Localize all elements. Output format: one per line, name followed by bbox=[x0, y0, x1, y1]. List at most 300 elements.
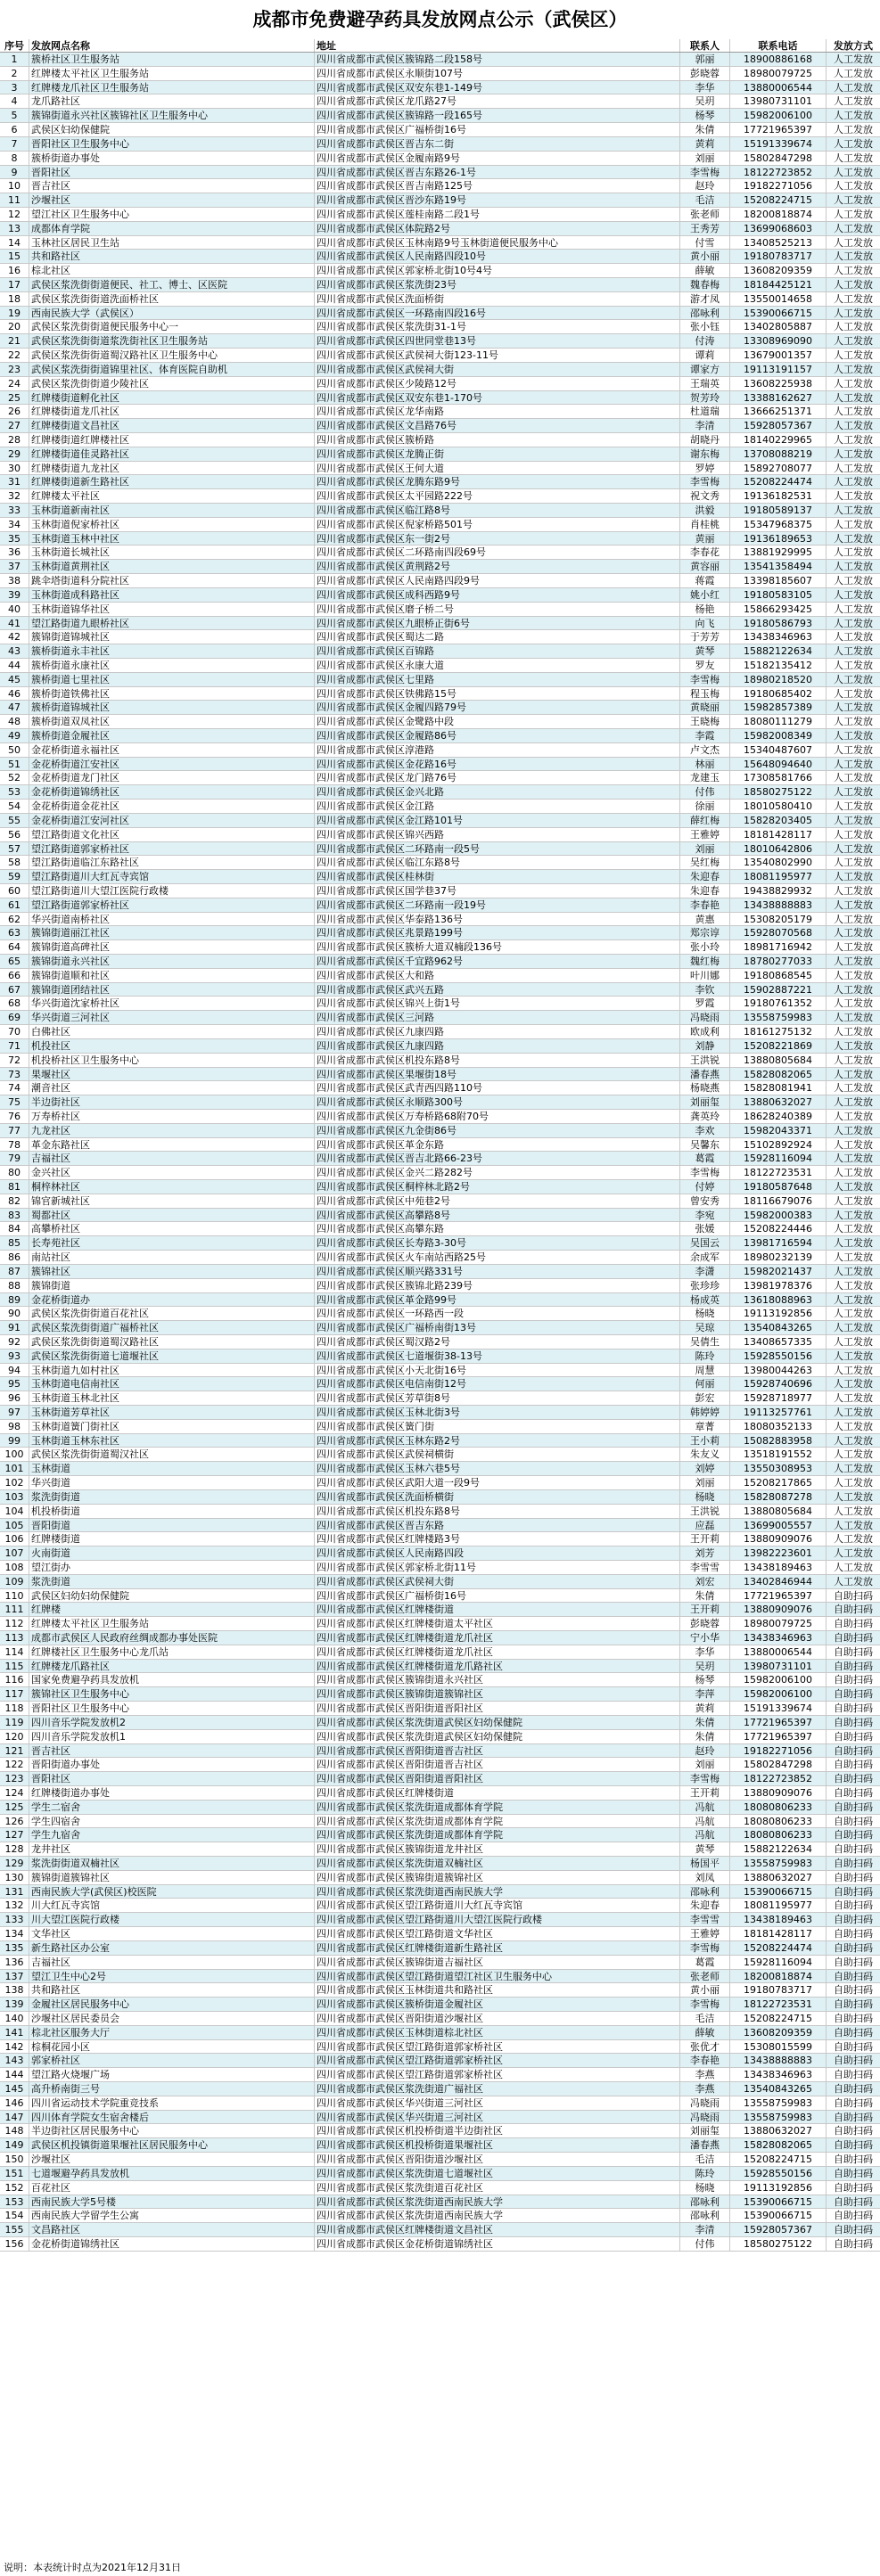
cell-phone: 15191339674 bbox=[730, 137, 827, 151]
cell-method: 自助扫码 bbox=[834, 1730, 873, 1743]
cell-index: 138 bbox=[0, 1983, 29, 1997]
cell-name: 望江街办 bbox=[29, 1561, 315, 1574]
cell-address: 四川省成都市武侯区机投东路8号 bbox=[315, 1054, 680, 1067]
cell-phone: 13679001357 bbox=[730, 349, 827, 362]
cell-name: 川大红瓦寺宾馆 bbox=[29, 1899, 315, 1912]
cell-index: 37 bbox=[0, 560, 29, 573]
cell-index: 3 bbox=[0, 81, 29, 94]
cell-index: 86 bbox=[0, 1251, 29, 1264]
cell-address: 四川省成都市武侯区红牌楼街道文昌社区 bbox=[315, 2223, 680, 2236]
table-row bbox=[0, 588, 880, 603]
table-row bbox=[0, 1462, 880, 1476]
cell-index: 147 bbox=[0, 2111, 29, 2124]
cell-method: 人工发放 bbox=[834, 1322, 873, 1334]
table-row bbox=[0, 729, 880, 743]
cell-index: 139 bbox=[0, 1998, 29, 2011]
cell-name: 金花桥街道金花社区 bbox=[29, 800, 315, 813]
cell-name: 武侯区浆洗街街道蜀汉路社区卫生服务中心 bbox=[29, 349, 315, 362]
cell-name: 簇桥街道锦城社区 bbox=[29, 701, 315, 714]
cell-method: 人工发放 bbox=[834, 969, 873, 981]
cell-contact: 李宛 bbox=[680, 1209, 730, 1222]
cell-index: 152 bbox=[0, 2181, 29, 2195]
cell-method: 人工发放 bbox=[834, 814, 873, 826]
cell-method: 自助扫码 bbox=[834, 1589, 873, 1602]
cell-contact: 李清 bbox=[680, 419, 730, 432]
cell-contact: 叶川娜 bbox=[680, 969, 730, 982]
table-row bbox=[0, 1236, 880, 1251]
cell-phone: 19136189653 bbox=[730, 532, 827, 546]
cell-name: 共和路社区 bbox=[29, 250, 315, 263]
cell-index: 63 bbox=[0, 926, 29, 939]
cell-index: 79 bbox=[0, 1152, 29, 1165]
table-row bbox=[0, 1406, 880, 1420]
cell-address: 四川省成都市武侯区武兴五路 bbox=[315, 983, 680, 997]
cell-address: 四川省成都市武侯区晋阳街道晋吉社区 bbox=[315, 1758, 680, 1771]
table-row bbox=[0, 687, 880, 701]
cell-address: 四川省成都市武侯区浆洗街道成都体育学院 bbox=[315, 1815, 680, 1828]
cell-contact: 王雅婷 bbox=[680, 828, 730, 841]
cell-method: 自助扫码 bbox=[834, 2154, 873, 2166]
table-row bbox=[0, 1871, 880, 1885]
cell-phone: 18080806233 bbox=[730, 1828, 827, 1842]
cell-index: 98 bbox=[0, 1420, 29, 1433]
cell-name: 金兴社区 bbox=[29, 1166, 315, 1179]
cell-address: 四川省成都市武侯区倪家桥路501号 bbox=[315, 518, 680, 531]
cell-name: 红牌楼龙爪社区卫生服务站 bbox=[29, 81, 315, 94]
table-row bbox=[0, 884, 880, 898]
table-row bbox=[0, 1828, 880, 1842]
cell-method: 人工发放 bbox=[834, 1392, 873, 1405]
cell-contact: 林丽 bbox=[680, 758, 730, 771]
cell-contact: 张媛 bbox=[680, 1222, 730, 1235]
cell-method: 人工发放 bbox=[834, 1477, 873, 1489]
cell-index: 97 bbox=[0, 1406, 29, 1419]
cell-index: 16 bbox=[0, 264, 29, 277]
cell-contact: 彭宏 bbox=[680, 1391, 730, 1405]
cell-method: 自助扫码 bbox=[834, 1645, 873, 1658]
cell-name: 红牌楼社区卫生服务中心龙爪站 bbox=[29, 1645, 315, 1659]
cell-address: 四川省成都市武侯区玉林北街3号 bbox=[315, 1406, 680, 1419]
cell-address: 四川省成都市武侯区锦兴上街1号 bbox=[315, 997, 680, 1010]
cell-phone: 15191339674 bbox=[730, 1702, 827, 1715]
table-row bbox=[0, 2181, 880, 2195]
cell-name: 沙堰社区居民委员会 bbox=[29, 2012, 315, 2025]
cell-name: 棕桐花园小区 bbox=[29, 2040, 315, 2054]
cell-phone: 13880632027 bbox=[730, 1871, 827, 1884]
cell-address: 四川省成都市武侯区七道堰街38-13号 bbox=[315, 1350, 680, 1363]
cell-name: 簇锦街道 bbox=[29, 1279, 315, 1292]
cell-name: 晋阳社区卫生服务中心 bbox=[29, 1702, 315, 1715]
cell-name: 红牌楼街道新生路社区 bbox=[29, 475, 315, 488]
cell-method: 人工发放 bbox=[834, 95, 873, 108]
cell-method: 人工发放 bbox=[834, 1533, 873, 1546]
cell-contact: 李清 bbox=[680, 2223, 730, 2236]
table-row bbox=[0, 1152, 880, 1166]
cell-index: 103 bbox=[0, 1490, 29, 1504]
table-row bbox=[0, 1434, 880, 1448]
cell-address: 四川省成都市武侯区金江路101号 bbox=[315, 814, 680, 827]
header-name: 发放网点名称 bbox=[29, 39, 315, 52]
table-row bbox=[0, 2167, 880, 2181]
cell-address: 四川省成都市武侯区晋吉东路26-1号 bbox=[315, 166, 680, 179]
cell-name: 望江路街道文化社区 bbox=[29, 828, 315, 841]
cell-phone: 18900886168 bbox=[730, 53, 827, 66]
cell-phone: 19113192856 bbox=[730, 1307, 827, 1320]
cell-address: 四川省成都市武侯区金履南路9号 bbox=[315, 152, 680, 165]
table-row bbox=[0, 2082, 880, 2096]
cell-contact: 张老师 bbox=[680, 1970, 730, 1983]
table-row bbox=[0, 603, 880, 617]
cell-method: 人工发放 bbox=[834, 617, 873, 629]
cell-method: 人工发放 bbox=[834, 1335, 873, 1348]
cell-method: 人工发放 bbox=[834, 1463, 873, 1475]
table-row bbox=[0, 475, 880, 489]
cell-method: 人工发放 bbox=[834, 137, 873, 150]
cell-name: 西南民族大学留学生公寓 bbox=[29, 2209, 315, 2222]
cell-method: 人工发放 bbox=[834, 1490, 873, 1503]
cell-contact: 宁小华 bbox=[680, 1631, 730, 1645]
cell-phone: 18980079725 bbox=[730, 1617, 827, 1630]
cell-phone: 15347968375 bbox=[730, 518, 827, 531]
table-row bbox=[0, 1025, 880, 1039]
cell-method: 人工发放 bbox=[834, 588, 873, 601]
cell-address: 四川省成都市武侯区九金街86号 bbox=[315, 1124, 680, 1137]
cell-name: 武侯区浆洗街街道浆洗街社区卫生服务站 bbox=[29, 334, 315, 348]
cell-phone: 13980731101 bbox=[730, 94, 827, 108]
cell-phone: 15208224715 bbox=[730, 2012, 827, 2025]
cell-name: 四川音乐学院发放机1 bbox=[29, 1730, 315, 1743]
table-row bbox=[0, 785, 880, 800]
cell-phone: 13981978376 bbox=[730, 1279, 827, 1292]
cell-method: 人工发放 bbox=[834, 1110, 873, 1122]
table-row bbox=[0, 363, 880, 377]
cell-address: 四川省成都市武侯区太平园路222号 bbox=[315, 489, 680, 503]
cell-contact: 黄容丽 bbox=[680, 560, 730, 573]
cell-name: 西南民族大学(武侯区)校医院 bbox=[29, 1885, 315, 1899]
table-row bbox=[0, 2237, 880, 2252]
cell-phone: 13880006544 bbox=[730, 1645, 827, 1659]
cell-method: 自助扫码 bbox=[834, 2083, 873, 2095]
cell-index: 96 bbox=[0, 1391, 29, 1405]
cell-phone: 15208217865 bbox=[730, 1476, 827, 1489]
cell-name: 文昌路社区 bbox=[29, 2223, 315, 2236]
cell-name: 果堰社区 bbox=[29, 1068, 315, 1081]
cell-name: 玉林街道倪家桥社区 bbox=[29, 518, 315, 531]
cell-method: 自助扫码 bbox=[834, 1744, 873, 1757]
cell-index: 115 bbox=[0, 1660, 29, 1673]
cell-contact: 陈玲 bbox=[680, 2167, 730, 2180]
table-row bbox=[0, 1941, 880, 1956]
cell-contact: 龚英玲 bbox=[680, 1110, 730, 1123]
cell-contact: 付伟 bbox=[680, 2237, 730, 2251]
cell-contact: 李雪雪 bbox=[680, 1561, 730, 1574]
cell-contact: 向飞 bbox=[680, 617, 730, 630]
cell-contact: 李霞 bbox=[680, 729, 730, 742]
table-row bbox=[0, 997, 880, 1011]
cell-method: 自助扫码 bbox=[834, 1885, 873, 1898]
cell-name: 金花桥街道锦绣社区 bbox=[29, 785, 315, 799]
cell-phone: 13880006544 bbox=[730, 81, 827, 94]
cell-name: 望江社区卫生服务中心 bbox=[29, 208, 315, 221]
cell-name: 火南街道 bbox=[29, 1546, 315, 1560]
table-note: 说明：本表统计时点为2021年12月31日 bbox=[4, 2562, 181, 2573]
cell-phone: 15982043371 bbox=[730, 1124, 827, 1137]
table-row bbox=[0, 617, 880, 631]
cell-method: 自助扫码 bbox=[834, 1660, 873, 1672]
cell-method: 人工发放 bbox=[834, 983, 873, 996]
cell-address: 四川省成都市武侯区临江路8号 bbox=[315, 504, 680, 517]
table-row bbox=[0, 1209, 880, 1223]
cell-contact: 刘凤 bbox=[680, 1871, 730, 1884]
cell-address: 四川省成都市武侯区浆洗街道百花社区 bbox=[315, 2181, 680, 2195]
cell-phone: 13518191552 bbox=[730, 1448, 827, 1461]
cell-address: 四川省成都市武侯区国学巷37号 bbox=[315, 884, 680, 898]
cell-phone: 19438829932 bbox=[730, 884, 827, 898]
table-row bbox=[0, 1138, 880, 1153]
cell-method: 自助扫码 bbox=[834, 1941, 873, 1954]
cell-name: 晋吉社区 bbox=[29, 1744, 315, 1758]
cell-name: 望江路街道郭家桥社区 bbox=[29, 842, 315, 856]
cell-address: 四川省成都市武侯区龙华南路 bbox=[315, 405, 680, 418]
cell-address: 四川省成都市武侯区二环路南一段5号 bbox=[315, 842, 680, 856]
cell-index: 122 bbox=[0, 1758, 29, 1771]
table-row bbox=[0, 1970, 880, 1984]
cell-contact: 李燕 bbox=[680, 2068, 730, 2081]
cell-name: 红牌楼街道文昌社区 bbox=[29, 419, 315, 432]
cell-method: 自助扫码 bbox=[834, 2096, 873, 2109]
cell-address: 四川省成都市武侯区浆洗街道成都体育学院 bbox=[315, 1801, 680, 1814]
cell-index: 82 bbox=[0, 1194, 29, 1208]
cell-contact: 彭晓蓉 bbox=[680, 67, 730, 80]
cell-index: 80 bbox=[0, 1166, 29, 1179]
cell-address: 四川省成都市武侯区簇锦街道簇锦社区 bbox=[315, 1871, 680, 1884]
cell-address: 四川省成都市武侯区玉林街道棕北社区 bbox=[315, 2026, 680, 2039]
table-row bbox=[0, 1350, 880, 1364]
cell-address: 四川省成都市武侯区簇锦街道永兴社区 bbox=[315, 1673, 680, 1686]
cell-index: 42 bbox=[0, 630, 29, 644]
table-row bbox=[0, 504, 880, 518]
cell-index: 107 bbox=[0, 1546, 29, 1560]
cell-index: 64 bbox=[0, 940, 29, 954]
cell-index: 119 bbox=[0, 1716, 29, 1729]
cell-index: 65 bbox=[0, 955, 29, 968]
cell-name: 望江路街道九眼桥社区 bbox=[29, 617, 315, 630]
cell-name: 棕北社区服务大厅 bbox=[29, 2026, 315, 2039]
cell-method: 人工发放 bbox=[834, 406, 873, 418]
table-row bbox=[0, 1702, 880, 1716]
cell-method: 人工发放 bbox=[834, 561, 873, 573]
cell-address: 四川省成都市武侯区簇锦街道龙井社区 bbox=[315, 1842, 680, 1856]
cell-phone: 15866293425 bbox=[730, 603, 827, 616]
cell-method: 自助扫码 bbox=[834, 1815, 873, 1827]
table-header bbox=[0, 39, 880, 53]
cell-method: 人工发放 bbox=[834, 659, 873, 671]
cell-name: 吉福社区 bbox=[29, 1152, 315, 1165]
cell-phone: 19180868545 bbox=[730, 969, 827, 982]
cell-method: 自助扫码 bbox=[834, 1618, 873, 1630]
table-row bbox=[0, 814, 880, 828]
table-row bbox=[0, 1166, 880, 1180]
cell-contact: 邵咏利 bbox=[680, 2209, 730, 2222]
cell-phone: 13550014658 bbox=[730, 292, 827, 306]
cell-index: 118 bbox=[0, 1702, 29, 1715]
cell-contact: 朱迎春 bbox=[680, 884, 730, 898]
cell-method: 人工发放 bbox=[834, 575, 873, 587]
table-row bbox=[0, 1857, 880, 1871]
cell-contact: 邵咏利 bbox=[680, 307, 730, 320]
cell-method: 人工发放 bbox=[834, 152, 873, 164]
cell-index: 76 bbox=[0, 1110, 29, 1123]
cell-address: 四川省成都市武侯区簇锦街道吉福社区 bbox=[315, 1956, 680, 1969]
cell-address: 四川省成都市武侯区广福桥街16号 bbox=[315, 123, 680, 136]
table-row bbox=[0, 644, 880, 659]
cell-contact: 王雅婷 bbox=[680, 1927, 730, 1940]
cell-contact: 洪毅 bbox=[680, 504, 730, 517]
cell-method: 人工发放 bbox=[834, 743, 873, 756]
cell-contact: 李燕 bbox=[680, 2082, 730, 2096]
cell-index: 125 bbox=[0, 1801, 29, 1814]
cell-index: 35 bbox=[0, 532, 29, 546]
cell-contact: 付婷 bbox=[680, 1180, 730, 1194]
cell-index: 7 bbox=[0, 137, 29, 151]
cell-contact: 李春艳 bbox=[680, 2054, 730, 2067]
cell-method: 自助扫码 bbox=[834, 2210, 873, 2222]
cell-index: 112 bbox=[0, 1617, 29, 1630]
cell-phone: 15208224474 bbox=[730, 1941, 827, 1955]
cell-phone: 15928057367 bbox=[730, 2223, 827, 2236]
cell-address: 四川省成都市武侯区千宜路962号 bbox=[315, 955, 680, 968]
cell-name: 晋阳社区 bbox=[29, 1772, 315, 1785]
cell-address: 四川省成都市武侯区万寿桥路68附70号 bbox=[315, 1110, 680, 1123]
cell-address: 四川省成都市武侯区望江路街道郭家桥社区 bbox=[315, 2068, 680, 2081]
cell-index: 49 bbox=[0, 729, 29, 742]
table-row bbox=[0, 391, 880, 406]
cell-address: 四川省成都市武侯区簇桥街道金履社区 bbox=[315, 1998, 680, 2011]
cell-index: 8 bbox=[0, 152, 29, 165]
cell-method: 人工发放 bbox=[834, 1181, 873, 1193]
cell-method: 人工发放 bbox=[834, 1068, 873, 1080]
cell-name: 晋阳街道办事处 bbox=[29, 1758, 315, 1771]
cell-phone: 13880632027 bbox=[730, 2124, 827, 2137]
table-row bbox=[0, 1899, 880, 1913]
table-row bbox=[0, 1364, 880, 1378]
cell-name: 武侯区浆洗街街道便民、社工、博士、区医院 bbox=[29, 278, 315, 291]
cell-phone: 15882122634 bbox=[730, 1842, 827, 1856]
cell-contact: 毛洁 bbox=[680, 193, 730, 207]
table-row bbox=[0, 532, 880, 546]
cell-method: 人工发放 bbox=[834, 236, 873, 249]
cell-address: 四川省成都市武侯区簧门街 bbox=[315, 1420, 680, 1433]
cell-contact: 张珍珍 bbox=[680, 1279, 730, 1292]
cell-phone: 13558759983 bbox=[730, 2111, 827, 2124]
cell-contact: 潘春燕 bbox=[680, 1068, 730, 1081]
cell-contact: 黄小丽 bbox=[680, 250, 730, 263]
cell-phone: 17721965397 bbox=[730, 1589, 827, 1603]
cell-phone: 13558759983 bbox=[730, 2096, 827, 2110]
cell-phone: 19180685402 bbox=[730, 687, 827, 701]
cell-address: 四川省成都市武侯区玉林东路2号 bbox=[315, 1434, 680, 1448]
cell-index: 50 bbox=[0, 743, 29, 757]
cell-name: 晋吉社区 bbox=[29, 179, 315, 193]
cell-name: 华兴街道沈家桥社区 bbox=[29, 997, 315, 1010]
table-row bbox=[0, 955, 880, 969]
cell-contact: 冯晓雨 bbox=[680, 2111, 730, 2124]
cell-contact: 朱友义 bbox=[680, 1448, 730, 1461]
cell-phone: 15928057367 bbox=[730, 419, 827, 432]
cell-index: 67 bbox=[0, 983, 29, 997]
cell-contact: 冯晓雨 bbox=[680, 2096, 730, 2110]
cell-phone: 18980079725 bbox=[730, 67, 827, 80]
table-row bbox=[0, 715, 880, 729]
cell-method: 人工发放 bbox=[834, 194, 873, 207]
cell-phone: 13980044263 bbox=[730, 1364, 827, 1377]
cell-contact: 刘丽玺 bbox=[680, 2124, 730, 2137]
cell-index: 4 bbox=[0, 94, 29, 108]
table-row bbox=[0, 1377, 880, 1391]
cell-address: 四川省成都市武侯区晋阳街道沙堰社区 bbox=[315, 2012, 680, 2025]
cell-contact: 李华 bbox=[680, 81, 730, 94]
cell-phone: 13388162627 bbox=[730, 391, 827, 405]
cell-phone: 18200818874 bbox=[730, 208, 827, 221]
cell-name: 簇桥街道双凤社区 bbox=[29, 715, 315, 728]
cell-method: 自助扫码 bbox=[834, 1970, 873, 1982]
cell-contact: 王开莉 bbox=[680, 1603, 730, 1616]
cell-contact: 李钦 bbox=[680, 983, 730, 997]
cell-index: 72 bbox=[0, 1054, 29, 1067]
cell-name: 晋阳社区卫生服务中心 bbox=[29, 137, 315, 151]
cell-index: 95 bbox=[0, 1377, 29, 1391]
cell-contact: 王开莉 bbox=[680, 1532, 730, 1546]
cell-contact: 杨琴 bbox=[680, 1673, 730, 1686]
cell-address: 四川省成都市武侯区机投东路8号 bbox=[315, 1505, 680, 1518]
table-row bbox=[0, 179, 880, 193]
cell-index: 129 bbox=[0, 1857, 29, 1870]
cell-method: 人工发放 bbox=[834, 1167, 873, 1179]
cell-index: 90 bbox=[0, 1307, 29, 1320]
cell-contact: 李潇 bbox=[680, 1265, 730, 1278]
cell-method: 自助扫码 bbox=[834, 2055, 873, 2067]
cell-phone: 13541358494 bbox=[730, 560, 827, 573]
cell-contact: 刘丽 bbox=[680, 842, 730, 856]
cell-method: 人工发放 bbox=[834, 701, 873, 714]
cell-address: 四川省成都市武侯区永康大道 bbox=[315, 659, 680, 672]
cell-method: 人工发放 bbox=[834, 505, 873, 516]
cell-address: 四川省成都市武侯区晋阳街道沙堰社区 bbox=[315, 2153, 680, 2166]
cell-address: 四川省成都市武侯区永顺街107号 bbox=[315, 67, 680, 80]
cell-method: 人工发放 bbox=[834, 884, 873, 897]
cell-method: 人工发放 bbox=[834, 377, 873, 390]
table-row bbox=[0, 1505, 880, 1519]
cell-address: 四川省成都市武侯区二环路南一段19号 bbox=[315, 898, 680, 912]
cell-address: 四川省成都市武侯区体院路2号 bbox=[315, 222, 680, 235]
cell-phone: 18628240389 bbox=[730, 1110, 827, 1123]
cell-address: 四川省成都市武侯区簇桥大道双楠段136号 bbox=[315, 940, 680, 954]
cell-name: 玉林街道长城社区 bbox=[29, 546, 315, 559]
cell-contact: 李雪梅 bbox=[680, 673, 730, 686]
cell-name: 红牌楼街道 bbox=[29, 1532, 315, 1546]
cell-name: 半边街社区居民服务中心 bbox=[29, 2124, 315, 2137]
cell-method: 自助扫码 bbox=[834, 1759, 873, 1771]
cell-phone: 19180589137 bbox=[730, 504, 827, 517]
cell-contact: 朱倩 bbox=[680, 123, 730, 136]
cell-phone: 18080806233 bbox=[730, 1815, 827, 1828]
cell-method: 自助扫码 bbox=[834, 1716, 873, 1728]
cell-name: 望江卫生中心2号 bbox=[29, 1970, 315, 1983]
cell-name: 成都体育学院 bbox=[29, 222, 315, 235]
cell-index: 156 bbox=[0, 2237, 29, 2251]
cell-method: 自助扫码 bbox=[834, 2069, 873, 2081]
cell-name: 红牌楼街道九龙社区 bbox=[29, 462, 315, 475]
